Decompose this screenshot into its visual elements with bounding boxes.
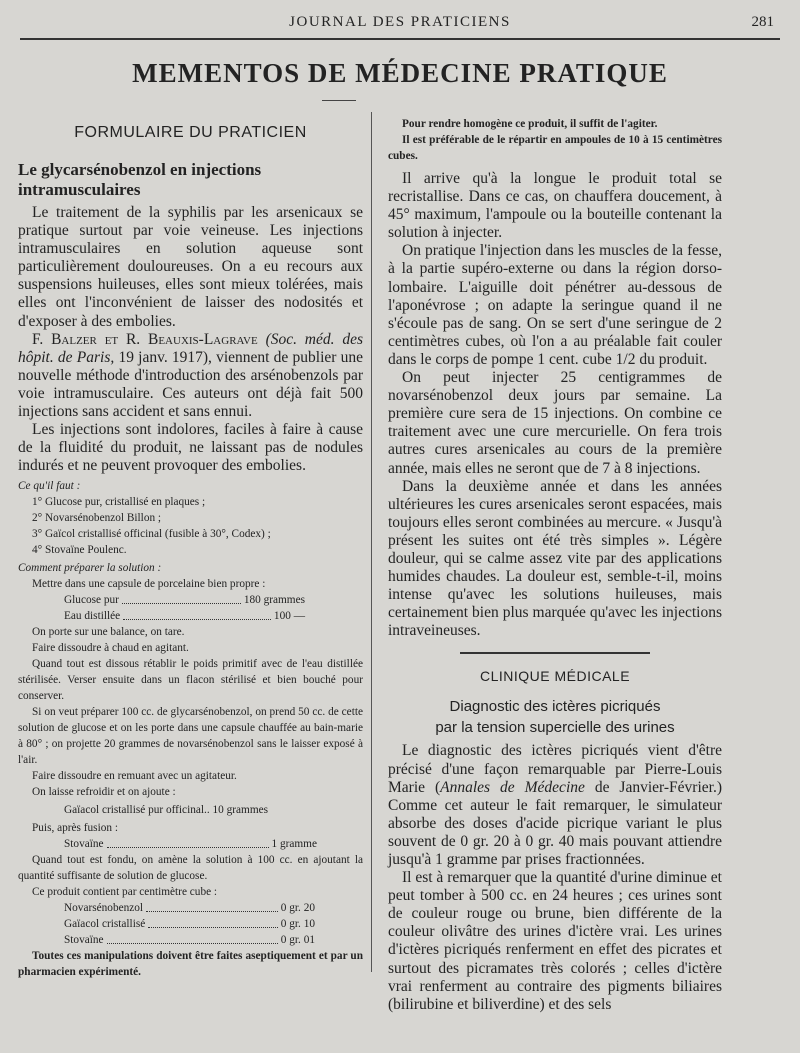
paragraph: Dans la deuxième année et dans les années ultérieures les cures arsenicales seront espacées, mais toujours elles seront combinées au mercure. « Jusqu'à présent les suites ont été très simples ». Légère douleur, qui se calme assez vite par des applications humides chaudes. La douleur est, semble-t-il, moins intense qu'avec les solutions huileuses, mais certainement bien plus marquée qu'avec les injections intraveineuses. — [388, 477, 722, 640]
prep-step: Toutes ces manipulations doivent être faites aseptiquement et par un pharmacien expérimenté. — [18, 950, 363, 979]
prep-step: Faire dissoudre en remuant avec un agitateur. — [32, 770, 237, 783]
recipe-line: Glucose pur 180 grammes — [64, 594, 305, 607]
prep-step: Ce produit contient par centimètre cube : — [32, 886, 218, 899]
prep-line: Mettre dans une capsule de porcelaine bien propre : — [32, 578, 266, 591]
paragraph: Il arrive qu'à la longue le produit total se recristallise. Dans ce cas, on chauffera doucement, à 45° maximum, l'ampoule ou la bouteille contenant la solution à injecter. — [388, 170, 722, 242]
running-header — [20, 14, 780, 36]
reference: (Soc. méd. des hôpit. de Paris, — [18, 330, 363, 366]
prep-step: On porte sur une balance, on tare. — [32, 626, 185, 639]
column-divider — [371, 112, 372, 972]
note: Il est préférable de le répartir en ampoules de 10 à 15 centimètres cubes. — [388, 134, 722, 162]
needs-item: 4° Stovaïne Poulenc. — [32, 544, 127, 557]
section-rule — [460, 652, 650, 654]
paragraph: On peut injecter 25 centigrammes de novarsénobenzol deux jours par semaine. La première cure sera de 15 injections. On combine ce traitement avec une cure mercurielle. On fera trois autres cures arsenicales au cours de la première année, mais elles ne seront que de 7 à 8 injections. — [388, 369, 722, 477]
page-number: 281 — [751, 14, 774, 30]
paragraph — [18, 331, 363, 421]
recipe-line: Novarsénobenzol 0 gr. 20 — [64, 902, 315, 915]
needs-item: 2° Novarsénobenzol Billon ; — [32, 512, 162, 525]
recipe-line: Gaïacol cristallisé 0 gr. 10 — [64, 918, 315, 931]
prep-step: On laisse refroidir et on ajoute : — [32, 786, 176, 799]
authors: F. Balzer et R. Beauxis-Lagrave — [32, 330, 258, 348]
paragraph: On pratique l'injection dans les muscles de la fesse, à la partie supéro-externe ou dans la région dorso-lombaire. L'aiguille doit pénétrer au-dessous de l'aponévrose ; on adapte la seringue quand il ne s'écoule pas de sang. On se sert d'une seringue de 2 centimètres cubes, où l'on a au préalable fait couler dans le corps de pompe 1 cent. cube 1/2 du produit. — [388, 242, 722, 368]
article-subtitle: par la tension supercielle des urines — [435, 719, 675, 737]
recipe-line: Stovaïne 1 gramme — [64, 838, 317, 851]
section-heading-clinique: CLINIQUE MÉDICALE — [479, 668, 631, 685]
left-column — [18, 112, 363, 980]
needs-label: Ce qu'il faut : — [18, 480, 81, 493]
prep-step: Quand tout est fondu, on amène la solution à 100 cc. en ajoutant la quantité suffisante de solution de glucose. — [18, 854, 363, 883]
paragraph-text: 19 janv. 1917), viennent de publier une nouvelle méthode d'introduction des arsénobenzols par voie intramusculaire. Ces auteurs ont déjà fait 500 injections sans accident et sans ennui. — [18, 348, 363, 421]
paragraph: Le diagnostic des ictères picriqués vient d'être précisé d'une façon remarquable par Pierre-Louis Marie (Annales de Médecine de Janvier-Février.) Comme cet auteur le fait remarquer, le simulateur absorbe des doses d'acide picrique variant le plus souvent de 0 gr. 20 à 0 gr. 40 mais pouvant attiendre jusqu'à 1 gramme par prises fractionnées. — [388, 742, 722, 868]
prep-step: Si on veut préparer 100 cc. de glycarsénobenzol, on prend 50 cc. de cette solution de glucose et on les porte dans une capsule chauffée au bain-marie à 80° ; on projette 20 grammes de novarsénobenzol sans le laisser exposé à l'air. — [18, 706, 363, 767]
recipe-line: Stovaïne 0 gr. 01 — [64, 934, 315, 947]
paragraph: Le traitement de la syphilis par les arsenicaux se pratique surtout par voie veineuse. Les injections intramusculaires en solution aqueuse sont particulièrement douloureuses. On a eu recours aux suspensions huileuses, elles sont mieux tolérées, mais elles ont l'inconvénient de laisser des nodosités et d'exposer à des embolies. — [18, 204, 363, 330]
header-rule — [20, 38, 780, 40]
page-title: MEMENTOS DE MÉDECINE PRATIQUE — [132, 58, 668, 88]
prep-step: Puis, après fusion : — [32, 822, 118, 835]
recipe-line: Eau distillée 100 — — [64, 610, 305, 623]
paragraph: Il est à remarquer que la quantité d'urine diminue et peut tomber à 500 cc. en 24 heures ; ces urines sont de couleur rouge ou brune, bien différente de la couleur olivâtre des urines d'ictère vrai. Les urines d'ictères picriqués renferment en effet des picrates et surtout des picramates très colorés ; celles d'ictère vrai renferment au contraire des pigments biliaires (bilirubine et biliverdine) et des sels — [388, 869, 722, 1013]
prep-step: Faire dissoudre à chaud en agitant. — [32, 642, 189, 655]
prep-step: Quand tout est dissous rétablir le poids primitif avec de l'eau distillée stérilisée. Verser ensuite dans un flacon stérilisé et bien bouché pour conserver. — [18, 658, 363, 703]
paragraph: Les injections sont indolores, faciles à faire à cause de la fluidité du produit, ne laissant pas de nodules indurés et ne peuvent provoquer des embolies. — [18, 421, 363, 475]
needs-item: 1° Glucose pur, cristallisé en plaques ; — [32, 496, 206, 509]
section-heading-formulaire: FORMULAIRE DU PRATICIEN — [74, 124, 307, 141]
article-title: Le glycarsénobenzol en injections intramusculaires — [18, 160, 262, 199]
needs-item: 3° Gaïcol cristallisé officinal (fusible à 30°, Codex) ; — [32, 528, 271, 541]
prep-label: Comment préparer la solution : — [18, 562, 162, 575]
recipe-line: Gaïacol cristallisé pur officinal.. 10 grammes — [64, 804, 269, 817]
reference: Annales de Médecine — [440, 778, 585, 796]
right-column — [388, 116, 722, 1014]
title-rule — [322, 100, 356, 101]
note: Pour rendre homogène ce produit, il suffit de l'agiter. — [402, 118, 658, 130]
article-subtitle: Diagnostic des ictères picriqués — [449, 698, 661, 716]
journal-name: JOURNAL DES PRATICIENS — [289, 14, 511, 30]
